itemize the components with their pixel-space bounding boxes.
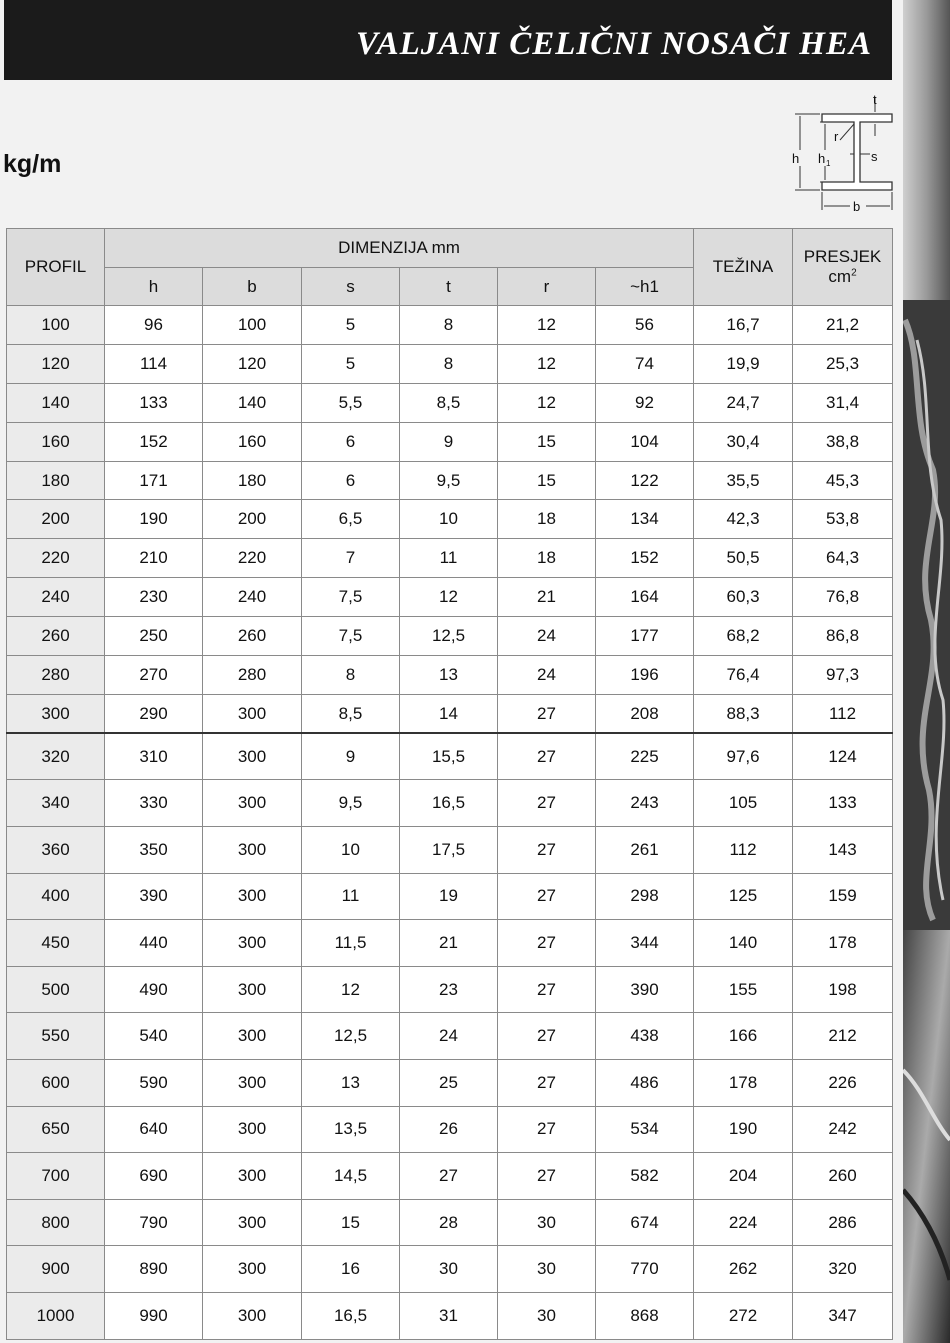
cell-presjek: 198	[793, 966, 893, 1013]
cell-tezina: 224	[694, 1199, 793, 1246]
cell-profil: 120	[7, 344, 105, 383]
cell-presjek: 320	[793, 1246, 893, 1293]
header-h: h	[105, 268, 203, 306]
cell-tezina: 125	[694, 873, 793, 920]
cell-r: 18	[498, 539, 596, 578]
cell-profil: 220	[7, 539, 105, 578]
table-row	[7, 1059, 893, 1106]
cell-s: 15	[302, 1199, 400, 1246]
cell-s: 7,5	[302, 578, 400, 617]
table-row	[7, 422, 893, 461]
cell-t: 15,5	[400, 733, 498, 780]
cell-presjek: 286	[793, 1199, 893, 1246]
title-bar	[4, 0, 892, 80]
cell-b: 300	[203, 873, 302, 920]
table-body	[7, 306, 893, 1340]
cell-r: 27	[498, 966, 596, 1013]
cell-r: 15	[498, 422, 596, 461]
cell-s: 7,5	[302, 617, 400, 656]
cell-h: 350	[105, 826, 203, 873]
cell-b: 300	[203, 1246, 302, 1293]
cell-s: 6,5	[302, 500, 400, 539]
cell-h1: 208	[596, 694, 694, 733]
table-row	[7, 873, 893, 920]
cell-tezina: 16,7	[694, 306, 793, 345]
cell-t: 12,5	[400, 617, 498, 656]
cell-profil: 340	[7, 780, 105, 827]
cell-b: 300	[203, 966, 302, 1013]
cell-profil: 600	[7, 1059, 105, 1106]
cell-h: 210	[105, 539, 203, 578]
cell-presjek: 21,2	[793, 306, 893, 345]
cell-profil: 160	[7, 422, 105, 461]
header-r: r	[498, 268, 596, 306]
cell-r: 12	[498, 306, 596, 345]
unit-label: kg/m	[3, 150, 62, 178]
cell-b: 180	[203, 461, 302, 500]
cell-tezina: 88,3	[694, 694, 793, 733]
table-row	[7, 1199, 893, 1246]
cell-presjek: 159	[793, 873, 893, 920]
cell-h: 250	[105, 617, 203, 656]
table-row	[7, 461, 893, 500]
cell-tezina: 105	[694, 780, 793, 827]
cell-s: 14,5	[302, 1153, 400, 1200]
cell-tezina: 35,5	[694, 461, 793, 500]
cell-h: 114	[105, 344, 203, 383]
cell-s: 5,5	[302, 383, 400, 422]
cell-profil: 260	[7, 617, 105, 656]
cell-r: 27	[498, 694, 596, 733]
beam-cross-section	[822, 114, 892, 190]
table-row	[7, 1106, 893, 1153]
cell-s: 12,5	[302, 1013, 400, 1060]
cell-s: 9	[302, 733, 400, 780]
cell-tezina: 178	[694, 1059, 793, 1106]
cell-t: 23	[400, 966, 498, 1013]
cell-r: 30	[498, 1246, 596, 1293]
cell-presjek: 178	[793, 920, 893, 967]
cell-tezina: 190	[694, 1106, 793, 1153]
cell-tezina: 155	[694, 966, 793, 1013]
cell-h1: 390	[596, 966, 694, 1013]
cell-profil: 900	[7, 1246, 105, 1293]
i-beam-diagram	[790, 92, 895, 214]
cell-h: 590	[105, 1059, 203, 1106]
cell-r: 21	[498, 578, 596, 617]
cell-r: 27	[498, 873, 596, 920]
cell-profil: 800	[7, 1199, 105, 1246]
header-profil: PROFIL	[7, 229, 105, 306]
cell-s: 9,5	[302, 780, 400, 827]
decorative-photo-strip	[903, 0, 950, 1343]
cell-tezina: 112	[694, 826, 793, 873]
cell-b: 300	[203, 1153, 302, 1200]
cell-presjek: 53,8	[793, 500, 893, 539]
cell-profil: 180	[7, 461, 105, 500]
label-r: r	[834, 129, 839, 144]
cell-profil: 320	[7, 733, 105, 780]
cell-s: 16,5	[302, 1292, 400, 1339]
cell-t: 17,5	[400, 826, 498, 873]
table-row	[7, 617, 893, 656]
cell-r: 12	[498, 344, 596, 383]
cell-r: 24	[498, 656, 596, 695]
cell-t: 27	[400, 1153, 498, 1200]
cell-h1: 177	[596, 617, 694, 656]
hea-beam-table	[6, 228, 893, 1340]
cell-presjek: 76,8	[793, 578, 893, 617]
cell-h: 152	[105, 422, 203, 461]
table-row	[7, 780, 893, 827]
cell-r: 27	[498, 733, 596, 780]
cell-h: 690	[105, 1153, 203, 1200]
cell-t: 26	[400, 1106, 498, 1153]
cell-r: 30	[498, 1199, 596, 1246]
cell-tezina: 42,3	[694, 500, 793, 539]
cell-h1: 243	[596, 780, 694, 827]
cell-h1: 104	[596, 422, 694, 461]
cell-h1: 674	[596, 1199, 694, 1246]
cell-presjek: 64,3	[793, 539, 893, 578]
cell-h: 790	[105, 1199, 203, 1246]
cell-r: 27	[498, 1153, 596, 1200]
cell-r: 24	[498, 617, 596, 656]
cell-b: 300	[203, 780, 302, 827]
cell-s: 11	[302, 873, 400, 920]
cell-b: 300	[203, 1106, 302, 1153]
cell-h1: 344	[596, 920, 694, 967]
cell-presjek: 45,3	[793, 461, 893, 500]
cell-b: 300	[203, 1013, 302, 1060]
cell-b: 300	[203, 1199, 302, 1246]
header-presjek-unit: $cm^2$	[828, 267, 857, 286]
cell-profil: 400	[7, 873, 105, 920]
label-h: h	[792, 151, 800, 166]
cell-r: 27	[498, 1059, 596, 1106]
cell-s: 8,5	[302, 694, 400, 733]
header-tezina: TEŽINA	[694, 229, 793, 306]
cell-s: 11,5	[302, 920, 400, 967]
cell-profil: 450	[7, 920, 105, 967]
cell-tezina: 272	[694, 1292, 793, 1339]
cell-h: 230	[105, 578, 203, 617]
cell-profil: 650	[7, 1106, 105, 1153]
cell-b: 300	[203, 826, 302, 873]
table-row	[7, 733, 893, 780]
cell-h1: 122	[596, 461, 694, 500]
cell-t: 10	[400, 500, 498, 539]
table-row	[7, 656, 893, 695]
cell-b: 140	[203, 383, 302, 422]
header-s: s	[302, 268, 400, 306]
cell-h1: 134	[596, 500, 694, 539]
table-row	[7, 826, 893, 873]
cell-t: 9	[400, 422, 498, 461]
cell-b: 300	[203, 733, 302, 780]
cell-profil: 700	[7, 1153, 105, 1200]
cell-presjek: 242	[793, 1106, 893, 1153]
cell-h: 270	[105, 656, 203, 695]
table-row	[7, 1246, 893, 1293]
cell-presjek: 38,8	[793, 422, 893, 461]
table-row	[7, 578, 893, 617]
cell-h1: 225	[596, 733, 694, 780]
header-dimenzija: DIMENZIJA mm	[105, 229, 694, 268]
cell-h: 290	[105, 694, 203, 733]
label-s: s	[871, 149, 878, 164]
cell-t: 9,5	[400, 461, 498, 500]
cell-h1: 298	[596, 873, 694, 920]
cell-b: 300	[203, 1292, 302, 1339]
cell-h: 990	[105, 1292, 203, 1339]
cell-s: 13	[302, 1059, 400, 1106]
cell-h1: 152	[596, 539, 694, 578]
cell-r: 18	[498, 500, 596, 539]
cell-r: 15	[498, 461, 596, 500]
cell-h1: 56	[596, 306, 694, 345]
cell-profil: 280	[7, 656, 105, 695]
cell-presjek: 112	[793, 694, 893, 733]
cell-presjek: 226	[793, 1059, 893, 1106]
header-presjek	[793, 229, 893, 306]
cell-t: 8,5	[400, 383, 498, 422]
cell-b: 220	[203, 539, 302, 578]
cell-s: 8	[302, 656, 400, 695]
header-presjek-label: PRESJEK	[803, 247, 882, 266]
cell-b: 300	[203, 920, 302, 967]
cell-h: 890	[105, 1246, 203, 1293]
cell-t: 30	[400, 1246, 498, 1293]
cell-h1: 534	[596, 1106, 694, 1153]
cell-t: 28	[400, 1199, 498, 1246]
cell-h1: 868	[596, 1292, 694, 1339]
cell-h1: 486	[596, 1059, 694, 1106]
cell-tezina: 19,9	[694, 344, 793, 383]
cell-r: 27	[498, 1106, 596, 1153]
page-title: VALJANI ČELIČNI NOSAČI HEA	[356, 26, 872, 62]
cell-profil: 500	[7, 966, 105, 1013]
header-h1: ~h1	[596, 268, 694, 306]
cell-b: 100	[203, 306, 302, 345]
cell-r: 27	[498, 1013, 596, 1060]
cell-tezina: 76,4	[694, 656, 793, 695]
cell-h: 133	[105, 383, 203, 422]
cell-presjek: 347	[793, 1292, 893, 1339]
table-row	[7, 1292, 893, 1339]
table-row	[7, 694, 893, 733]
cell-t: 19	[400, 873, 498, 920]
cell-tezina: 140	[694, 920, 793, 967]
table-row	[7, 920, 893, 967]
label-h1-sub: 1	[826, 159, 831, 168]
cell-h1: 74	[596, 344, 694, 383]
cell-h: 310	[105, 733, 203, 780]
cell-presjek: 212	[793, 1013, 893, 1060]
table-row	[7, 383, 893, 422]
cell-profil: 300	[7, 694, 105, 733]
cell-profil: 550	[7, 1013, 105, 1060]
cell-tezina: 68,2	[694, 617, 793, 656]
cell-s: 12	[302, 966, 400, 1013]
table-row	[7, 966, 893, 1013]
cell-r: 27	[498, 780, 596, 827]
cell-h: 540	[105, 1013, 203, 1060]
cell-presjek: 25,3	[793, 344, 893, 383]
cell-presjek: 97,3	[793, 656, 893, 695]
cell-presjek: 124	[793, 733, 893, 780]
cell-h1: 164	[596, 578, 694, 617]
cell-r: 12	[498, 383, 596, 422]
cell-tezina: 262	[694, 1246, 793, 1293]
cell-profil: 100	[7, 306, 105, 345]
cell-t: 11	[400, 539, 498, 578]
cell-s: 13,5	[302, 1106, 400, 1153]
cell-b: 240	[203, 578, 302, 617]
cell-b: 120	[203, 344, 302, 383]
cell-b: 300	[203, 694, 302, 733]
cell-profil: 360	[7, 826, 105, 873]
label-b: b	[853, 199, 861, 214]
cell-t: 12	[400, 578, 498, 617]
cell-t: 21	[400, 920, 498, 967]
cell-h1: 196	[596, 656, 694, 695]
cell-t: 13	[400, 656, 498, 695]
cell-s: 6	[302, 422, 400, 461]
cell-h1: 261	[596, 826, 694, 873]
table-row	[7, 344, 893, 383]
cell-tezina: 97,6	[694, 733, 793, 780]
cell-b: 200	[203, 500, 302, 539]
cell-s: 10	[302, 826, 400, 873]
cell-t: 8	[400, 306, 498, 345]
cell-b: 260	[203, 617, 302, 656]
cell-h1: 582	[596, 1153, 694, 1200]
cell-tezina: 24,7	[694, 383, 793, 422]
cell-h: 440	[105, 920, 203, 967]
cell-t: 31	[400, 1292, 498, 1339]
cell-b: 160	[203, 422, 302, 461]
cell-tezina: 50,5	[694, 539, 793, 578]
cell-h: 490	[105, 966, 203, 1013]
cell-t: 14	[400, 694, 498, 733]
cell-h: 390	[105, 873, 203, 920]
cell-s: 7	[302, 539, 400, 578]
cell-profil: 1000	[7, 1292, 105, 1339]
cell-presjek: 133	[793, 780, 893, 827]
cell-h: 171	[105, 461, 203, 500]
cell-s: 6	[302, 461, 400, 500]
cell-h1: 438	[596, 1013, 694, 1060]
cell-presjek: 260	[793, 1153, 893, 1200]
label-h1: h	[818, 151, 826, 166]
cell-presjek: 86,8	[793, 617, 893, 656]
cell-h: 640	[105, 1106, 203, 1153]
cell-t: 8	[400, 344, 498, 383]
table-row	[7, 306, 893, 345]
cell-r: 30	[498, 1292, 596, 1339]
cell-t: 24	[400, 1013, 498, 1060]
header-t: t	[400, 268, 498, 306]
cell-t: 25	[400, 1059, 498, 1106]
cell-h: 190	[105, 500, 203, 539]
cell-presjek: 143	[793, 826, 893, 873]
cell-presjek: 31,4	[793, 383, 893, 422]
header-b: b	[203, 268, 302, 306]
cell-tezina: 204	[694, 1153, 793, 1200]
cell-t: 16,5	[400, 780, 498, 827]
cell-r: 27	[498, 826, 596, 873]
cell-profil: 140	[7, 383, 105, 422]
cell-profil: 200	[7, 500, 105, 539]
cell-tezina: 166	[694, 1013, 793, 1060]
cell-h1: 770	[596, 1246, 694, 1293]
cell-profil: 240	[7, 578, 105, 617]
cell-b: 280	[203, 656, 302, 695]
table-row	[7, 1153, 893, 1200]
table-row	[7, 539, 893, 578]
table-row	[7, 500, 893, 539]
cell-h: 96	[105, 306, 203, 345]
cell-tezina: 60,3	[694, 578, 793, 617]
table-row	[7, 1013, 893, 1060]
cell-h: 330	[105, 780, 203, 827]
cell-s: 16	[302, 1246, 400, 1293]
cell-b: 300	[203, 1059, 302, 1106]
cell-r: 27	[498, 920, 596, 967]
cell-h1: 92	[596, 383, 694, 422]
label-t: t	[873, 92, 877, 107]
cell-tezina: 30,4	[694, 422, 793, 461]
cell-s: 5	[302, 344, 400, 383]
cell-s: 5	[302, 306, 400, 345]
